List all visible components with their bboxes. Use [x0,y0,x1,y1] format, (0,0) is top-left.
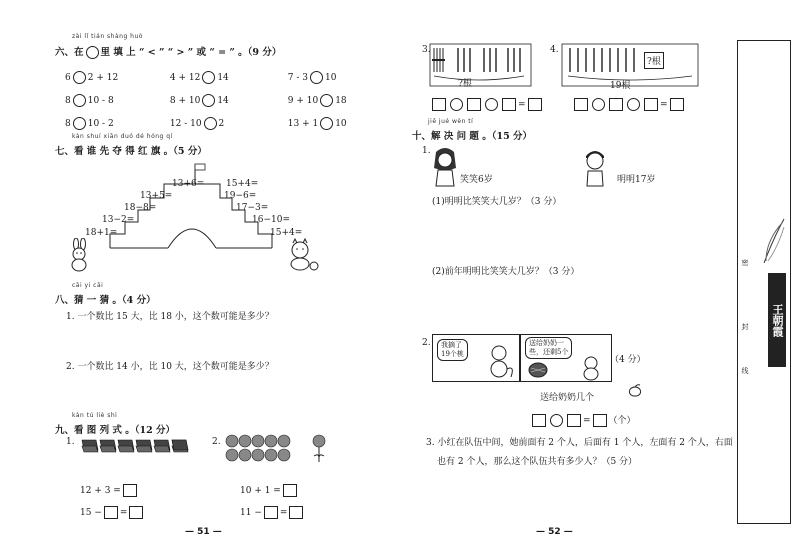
s7-title: 七、看 谁 先 夺 得 红 旗 。（5 分） [55,146,207,157]
s10-q1: (1)明明比笑笑大几岁？（3 分） [432,197,562,207]
answer-box[interactable] [283,484,297,497]
answer-box[interactable] [502,98,516,111]
s6-pinyin: zài lǐ tián shàng huò [72,33,143,40]
flower-icon [226,449,238,461]
s8-title: 八、猜 一 猜 。（4 分） [55,295,156,306]
answer-box[interactable] [609,98,623,111]
stair-right-3: 17−3= [236,203,269,213]
answer-box[interactable] [574,98,588,111]
picture-monkey-2 [520,334,612,382]
answer-circle[interactable] [320,117,333,130]
s9-n2: 2. [212,437,221,447]
s9-n1: 1. [66,437,75,447]
flower-icon [239,449,251,461]
s9-pinyin: kàn tú liè shì [72,412,118,419]
stair-left-3: 18−8= [124,203,157,213]
flag-icon [195,164,205,170]
answer-circle[interactable] [627,98,640,111]
answer-circle[interactable] [202,71,215,84]
s7-pinyin: kàn shuí xiān duó dé hóng qí [72,133,173,140]
s9-eq1a: 12 + 3 = [80,484,139,497]
answer-circle[interactable] [202,94,215,107]
s10-q2: (2)前年明明比笑笑大几岁？（3 分） [432,267,580,277]
xiaoxiao-label: 笑笑6岁 [460,175,493,185]
answer-circle[interactable] [485,98,498,111]
s10-n2: 2. [422,338,431,348]
s10-q3b: 也有 2 个人，那么这个队伍共有多少人？（5 分） [437,457,638,467]
box-4: ?根 [644,52,664,69]
s9-eq2a: 10 + 1 = [240,484,299,497]
stair-right-1: 15+4= [226,179,259,189]
s8-q1: 1. 一个数比 15 大，比 18 小，这个数可能是多少？ [66,312,274,322]
s6-title: 六、在 里 填 上 “ < ” “ > ” 或 “ = ” 。（9 分） [55,47,282,58]
label-3: ?根 [458,79,472,89]
circle-icon [86,46,99,59]
stair-right-4: 16−10= [252,215,290,225]
top-n4: 4. [550,45,559,55]
page-number-right: — 52 — [536,527,573,537]
flower-icon [252,435,264,447]
mingming-label: 明明17岁 [617,175,656,185]
eq-4: = [572,98,686,111]
s9-title: 九、看 图 列 式 。（12 分） [55,425,176,436]
basket-icon [527,361,549,379]
s10-question2: 送给奶奶几个 [540,393,595,403]
flower-icon [278,449,290,461]
boy-icon [580,146,610,190]
stair-left-1: 13+6= [172,179,205,189]
answer-box[interactable] [467,98,481,111]
stair-left-4: 13−2= [102,215,135,225]
flower-icon [239,435,251,447]
answer-circle[interactable] [73,94,86,107]
answer-box[interactable] [104,506,118,519]
flower-icon [313,435,325,447]
answer-box[interactable] [123,484,137,497]
books-group [168,436,198,456]
answer-box[interactable] [567,414,581,427]
answer-circle[interactable] [320,94,333,107]
s10-q3a: 3. 小红在队伍中间，她前面有 2 个人，后面有 1 个人，左面有 2 个人，右面 [426,438,733,448]
answer-circle[interactable] [73,71,86,84]
flower-icon [252,449,264,461]
answer-circle[interactable] [450,98,463,111]
answer-circle[interactable] [550,414,563,427]
s9-eq2b: 11 − = [240,506,305,519]
flower-icon [226,435,238,447]
page-number-left: — 51 — [185,527,222,537]
s10-n1: 1. [422,146,431,156]
stair-left-2: 13+5= [140,191,173,201]
answer-box[interactable] [432,98,446,111]
s10-title: 十、解 决 问 题 。（15 分） [412,131,533,142]
top-n3: 3. [422,45,431,55]
answer-box[interactable] [264,506,278,519]
answer-circle[interactable] [310,71,323,84]
binding-sidebar [737,40,791,524]
answer-circle[interactable] [73,117,86,130]
s10-pinyin: jiě jué wèn tí [428,118,474,125]
answer-circle[interactable] [592,98,605,111]
book-icon [172,440,188,450]
s10-score2: （4 分） [610,355,646,365]
label-xian: 线 [741,367,749,374]
sticks-picture-3 [428,42,533,88]
eq-peach: = （个） [530,413,636,427]
answer-box[interactable] [670,98,684,111]
girl-icon [430,146,460,190]
s6-row-1: 6 2 + 12 4 + 12 14 7 - 3 10 [65,73,337,83]
stair-left-5: 18+1= [85,228,118,238]
stair-right-5: 15+4= [270,228,303,238]
s6-row-3: 8 10 - 2 12 - 10 2 13 + 1 10 [65,119,347,129]
s8-pinyin: cāi yi cāi [72,282,104,289]
speech-bubble-1: 我摘了 19个桃 [437,339,468,361]
picture-monkey-1 [432,334,520,382]
s9-eq1b: 15 − = [80,506,145,519]
answer-circle[interactable] [204,117,217,130]
label-feng: 封 [741,323,749,330]
answer-box[interactable] [593,414,607,427]
flowers-picture [224,432,339,472]
speech-bubble-2: 送给奶奶一 些，还剩5个 [525,337,572,359]
peach-icon [626,384,644,398]
stair-right-2: 19−6= [224,191,257,201]
s6-row-2: 8 10 - 8 8 + 10 14 9 + 10 18 [65,96,347,106]
answer-box[interactable] [644,98,658,111]
feather-logo-icon [760,217,786,267]
flower-icon [265,449,277,461]
answer-box[interactable] [532,414,546,427]
rabbit-icon [66,238,94,272]
label-mi: 密 [741,259,749,266]
answer-box[interactable] [289,506,303,519]
answer-box[interactable] [129,506,143,519]
monkey-icon [577,355,605,381]
s8-q2: 2. 一个数比 14 小，比 10 大，这个数可能是多少？ [66,362,274,372]
answer-box[interactable] [528,98,542,111]
brand-logo: 王朝霞 [768,273,786,367]
monkey-icon [483,343,515,379]
flower-icon [278,435,290,447]
flower-icon [265,435,277,447]
label-4: 19根 [610,81,631,91]
eq-3: = [430,98,544,111]
tiger-icon [286,238,320,272]
